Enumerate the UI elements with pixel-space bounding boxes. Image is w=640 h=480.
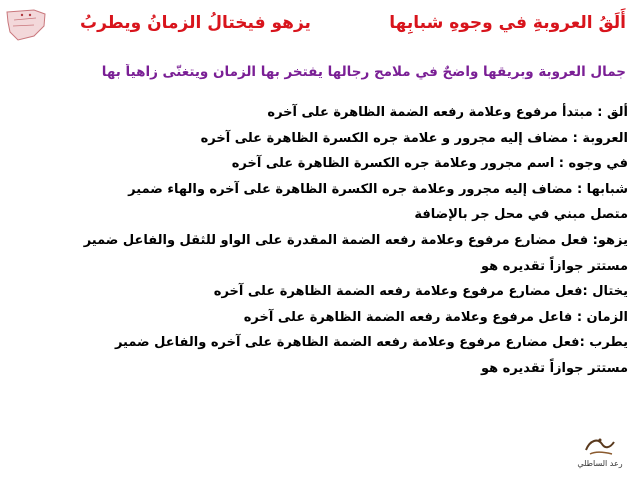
poem-verse-header xyxy=(80,8,626,38)
author-signature xyxy=(568,434,632,474)
verse-second-half: يزهو فيختالُ الزمانُ ويطربُ xyxy=(80,13,311,33)
parsing-line: في وجوه : اسم مجرور وعلامة جره الكسرة الظاهرة على آخره xyxy=(231,156,628,172)
parsing-lines xyxy=(8,100,628,382)
author-name: رعد الساطلي xyxy=(577,459,623,468)
parsing-line: يزهو: فعل مضارع مرفوع وعلامة رفعه الضمة المقدرة على الواو للثقل والفاعل ضمير xyxy=(83,232,628,248)
verse-first-half: أَلَقُ العروبةِ في وجوهِ شبابِها xyxy=(389,13,626,33)
calligraphy-signature-icon xyxy=(580,434,620,458)
parsing-line: العروبة : مضاف إليه مجرور و علامة جره الكسرة الظاهرة على آخره xyxy=(200,130,628,146)
parsing-line: مستتر جوازاً تقديره هو xyxy=(480,360,628,376)
verse-meaning: جمال العروبة وبريقها واضحٌ في ملامح رجالها يفتخر بها الزمان ويتغنّى زاهياً بها xyxy=(101,64,626,80)
parsing-line: شبابها : مضاف إليه مجرور وعلامة جره الكسرة الظاهرة على آخره والهاء ضمير xyxy=(128,181,628,197)
parsing-line: الزمان : فاعل مرفوع وعلامة رفعه الضمة الظاهرة على آخره xyxy=(243,309,628,325)
parsing-line: ألق : مبتدأ مرفوع وعلامة رفعه الضمة الظاهرة على آخره xyxy=(267,105,628,120)
parsing-line: يختال :فعل مضارع مرفوع وعلامة رفعه الضمة الظاهرة على آخره xyxy=(213,284,628,300)
syria-map-logo-icon xyxy=(4,6,48,44)
parsing-line: متصل مبني في محل جر بالإضافة xyxy=(414,207,628,223)
parsing-line: يطرب :فعل مضارع مرفوع وعلامة رفعه الضمة الظاهرة على آخره والفاعل ضمير xyxy=(114,335,628,351)
parsing-line: مستتر جوازاً تقديره هو xyxy=(480,258,628,274)
